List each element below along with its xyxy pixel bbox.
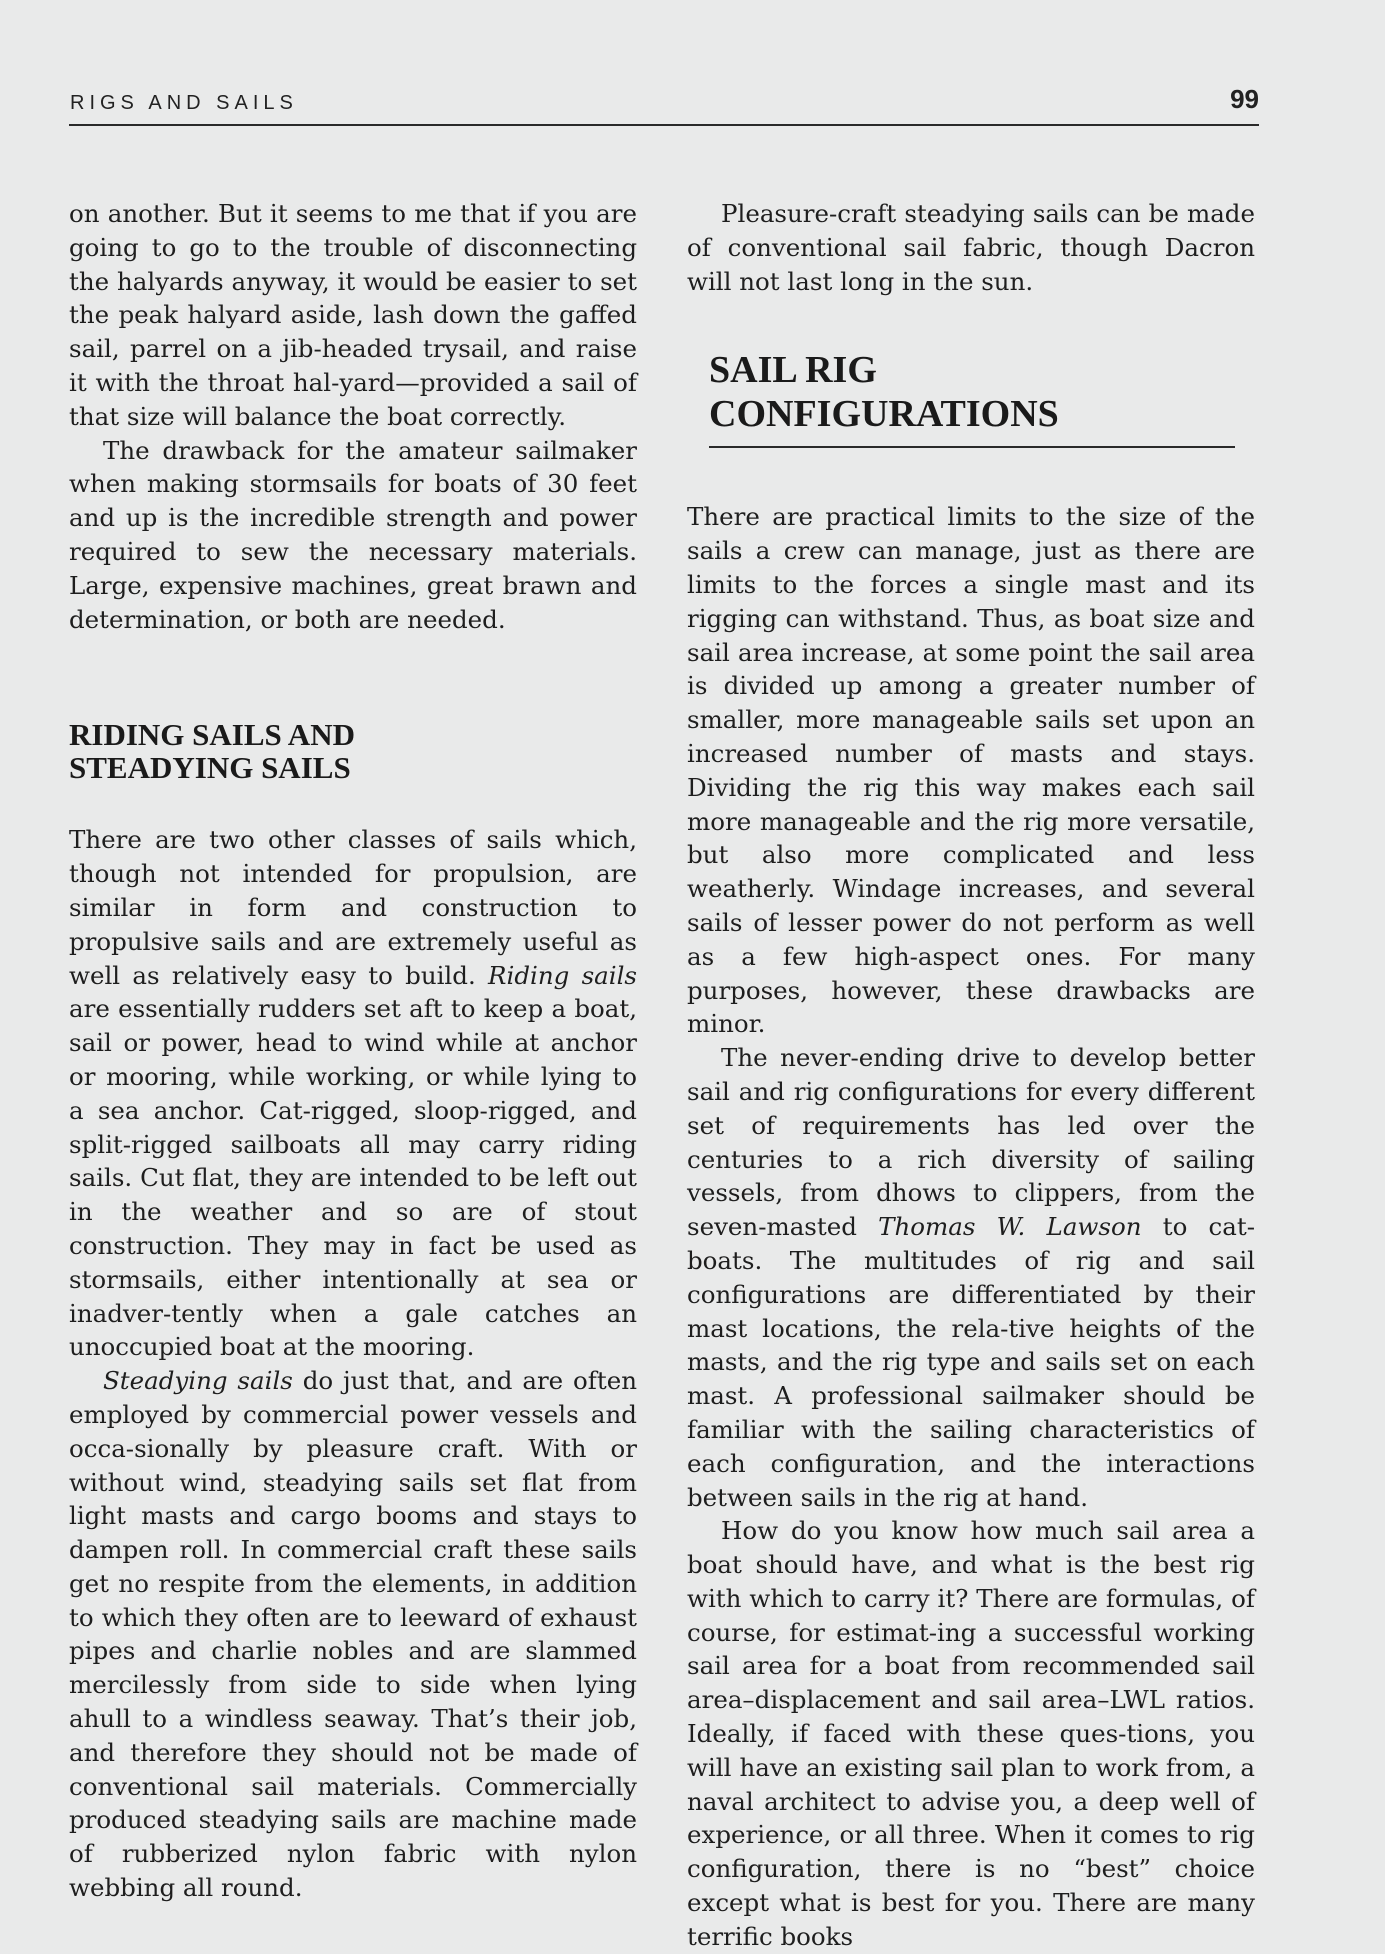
italic-ship-name: Thomas W. Lawson [878,1212,1142,1242]
text-run: The never-ending drive to develop better sail and rig configurations for every different set of requirements has led over the centuries to a rich diversity of sailing vessels, from dhows to clippers, from the seven-masted [687,1043,1255,1242]
section-heading-sail-rig: SAIL RIG CONFIGURATIONS [709,348,1235,448]
running-head: RIGS AND SAILS [70,92,298,114]
paragraph [69,823,637,1364]
paragraph [69,1364,637,1905]
text-run: There are two other classes of sails which, though not intended for propulsion, are similar in form and construction to propulsive sails and are extremely useful as well as relatively easy to build. [69,825,637,990]
text-run: do just that, and are often employed by commercial power vessels and occa-sionally by pleasure craft. With or without wind, steadying sails set flat from light masts and cargo booms and stays to dampen roll. In commercial craft these sails get no respite from the elements, in addition to which they often are to leeward of exhaust pipes and charlie nobles and are slammed mercilessly from side to side when lying ahull to a windless seaway. That’s their job, and therefore they should not be made of conventional sail materials. Commercially produced steadying sails are machine made of rubberized nylon fabric with nylon webbing all round. [69,1366,637,1903]
text-run: to cat-boats. The multitudes of rig and sail configurations are differentiated by their mast locations, the rela-tive heights of the masts, and the rig type and sails set on each mast. A professional sailmaker should be familiar with the sailing characteristics of each configuration, and the interactions between sails in the rig at hand. [687,1212,1256,1512]
paragraph: on another. But it seems to me that if you are going to go to the trouble of disconnecting the halyards anyway, it would be easier to set the peak halyard aside, lash down the gaffed sail, parrel on a jib-headed trysail, and raise it with the throat hal-yard—provided a sail of that size will balance the boat correctly. [69,199,637,431]
paragraph: How do you know how much sail area a boat should have, and what is the best rig with which to carry it? There are formulas, of course, for estimat-ing a successful working sail area for a boat from recommended sail area–displacement and sail area–LWL ratios. Ideally, if faced with these ques-tions, you will have an existing sail plan to work from, a naval architect to advise you, a deep well of experience, or all three. When it comes to rig configuration, there is no “best” choice except what is best for you. There are many terrific books [687,1516,1255,1951]
section-heading-riding-sails [69,718,637,784]
right-column [687,197,1255,1954]
paragraph [687,1041,1255,1514]
page-header [69,84,1259,126]
paragraph: Pleasure-craft steadying sails can be made of conventional sail fabric, though Dacron will not last long in the sun. [687,199,1255,296]
paragraph: There are practical limits to the size of the sails a crew can manage, just as there are limits to the forces a single mast and its rigging can withstand. Thus, as boat size and sail area increase, at some point the sail area is divided up among a greater number of smaller, more manageable sails set upon an increased number of masts and stays. Dividing the rig this way makes each sail more manageable and the rig more versatile, but also more complicated and less weatherly. Windage increases, and several sails of lesser power do not perform as well as a few high-aspect ones. For many purposes, however, these drawbacks are minor. [687,502,1255,1039]
italic-term: Steadying sails [103,1366,293,1396]
left-column [69,197,637,1905]
heading-line: STEADYING SAILS [69,750,351,786]
page-number: 99 [1230,84,1259,114]
italic-term: Riding sails [488,960,637,990]
text-run: are essentially rudders set aft to keep a boat, sail or power, head to wind while at anchor or mooring, while working, or while lying to a sea anchor. Cat-rigged, sloop-rigged, and split-rigged sailboats all may carry riding sails. Cut flat, they are intended to be left out in the weather and so are of stout construction. They may in fact be used as stormsails, either intentionally at sea or inadver-tently when a gale catches an unoccupied boat at the mooring. [69,994,637,1362]
paragraph: The drawback for the amateur sailmaker when making stormsails for boats of 30 feet and up is the incredible strength and power required to sew the necessary materials. Large, expensive machines, great brawn and determination, or both are needed. [69,435,637,634]
heading-line: RIDING SAILS AND [69,717,355,753]
